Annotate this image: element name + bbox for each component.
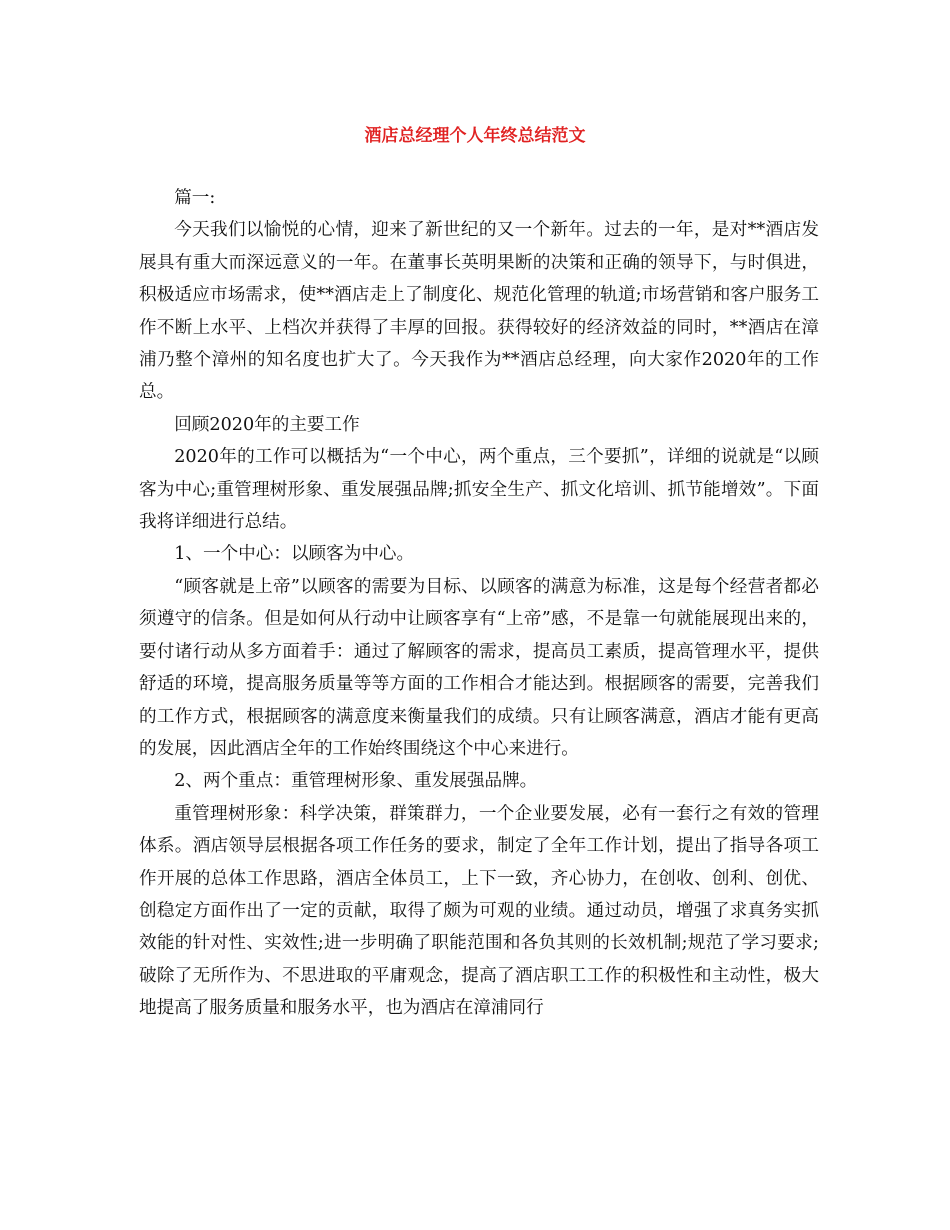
document-title: 酒店总经理个人年终总结范文 [364,126,586,146]
paragraph: 今天我们以愉悦的心情，迎来了新世纪的又一个新年。过去的一年，是对**酒店发展具有重大而深远意义的一年。在董事长英明果断的决策和正确的领导下，与时俱进，积极适应市场需求，使**酒店走上了制度化、规范化管理的轨道;市场营销和客户服务工作不断上水平、上档次并获得了丰厚的回报。获得较好的经济效益的同时，**酒店在漳浦乃整个漳州的知名度也扩大了。今天我作为**酒店总经理，向大家作2020年的工作总。 [139,220,819,403]
subheading: 1、一个中心：以顾客为中心。 [174,544,415,565]
section-label: 篇一: [174,188,216,208]
subheading: 回顾2020年的主要工作 [174,414,360,435]
paragraph: 2020年的工作可以概括为“一个中心，两个重点，三个要抓”，详细的说就是“以顾客为中心;重管理树形象、重发展强品牌;抓安全生产、抓文化培训、抓节能增效”。下面我将详细进行总结。 [139,447,819,533]
paragraph: “顾客就是上帝”以顾客的需要为目标、以顾客的满意为标准，这是每个经营者都必须遵守的信条。但是如何从行动中让顾客享有“上帝”感，不是靠一句就能展现出来的，要付诸行动从多方面着手：通过了解顾客的需求，提高员工素质，提高管理水平，提供舒适的环境，提高服务质量等等方面的工作相合才能达到。根据顾客的需要，完善我们的工作方式，根据顾客的满意度来衡量我们的成绩。只有让顾客满意，酒店才能有更高的发展，因此酒店全年的工作始终围绕这个中心来进行。 [139,576,819,759]
document-body [139,182,819,1025]
paragraph: 重管理树形象：科学决策，群策群力，一个企业要发展，必有一套行之有效的管理体系。酒店领导层根据各项工作任务的要求，制定了全年工作计划，提出了指导各项工作开展的总体工作思路，酒店全体员工，上下一致，齐心协力，在创收、创利、创优、创稳定方面作出了一定的贡献，取得了颇为可观的业绩。通过动员，增强了求真务实抓效能的针对性、实效性;进一步明确了职能范围和各负其则的长效机制;规范了学习要求;破除了无所作为、不思进取的平庸观念，提高了酒店职工工作的积极性和主动性，极大地提高了服务质量和服务水平，也为酒店在漳浦同行 [139,803,819,1019]
subheading: 2、两个重点：重管理树形象、重发展强品牌。 [174,771,538,792]
